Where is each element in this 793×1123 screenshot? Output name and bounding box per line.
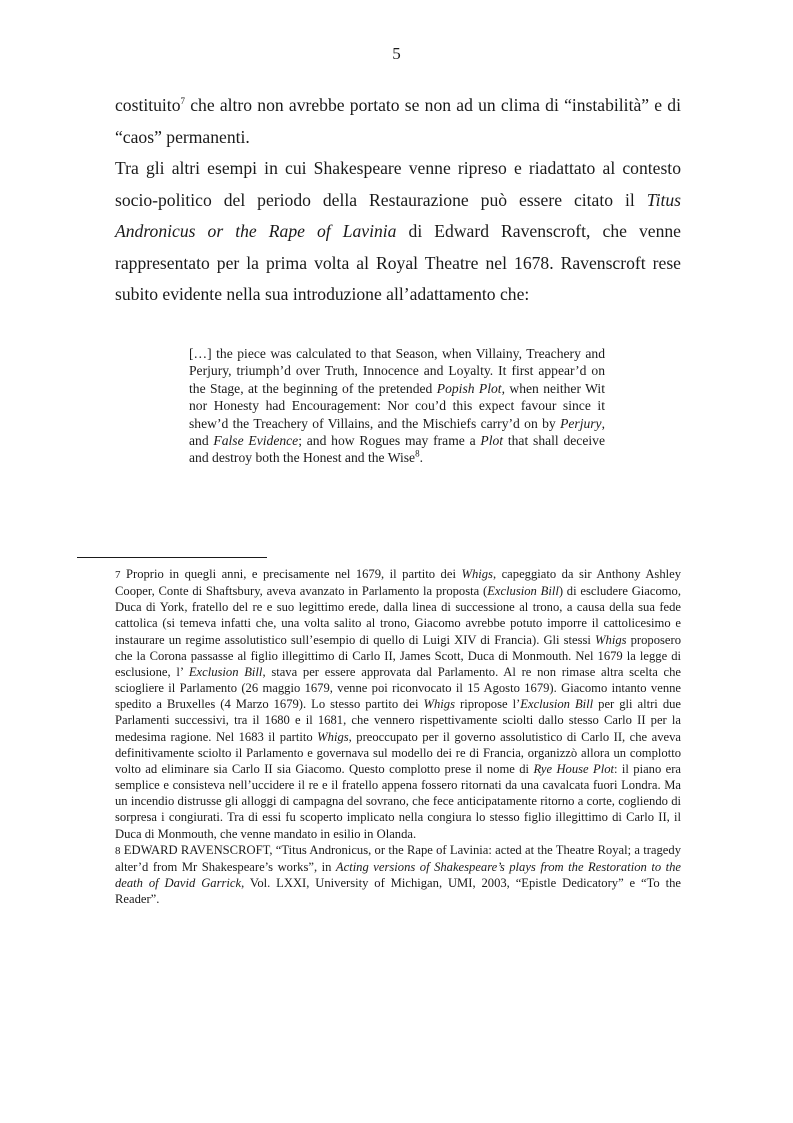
footnote-7 — [115, 566, 681, 842]
footnote-7-text: Proprio in quegli anni, e precisamente nel 1679, il partito dei — [120, 567, 462, 581]
footnote-ref-8: 8 — [415, 448, 420, 459]
footnote-7-text: proposero che la Corona passasse al figlio illegittimo di Carlo II, James Scott, Duca di Monmouth. Nel 1679 la legge di esclusione, l’ — [115, 632, 681, 679]
quote-text-3: , and — [189, 415, 605, 449]
quote-italic-perjury: Perjury — [560, 415, 602, 431]
footnote-7-text: , capeggiato da sir Anthony Ashley Cooper, Conte di Shaftsbury, aveva avanzato in Parlamento la proposta ( — [115, 567, 682, 599]
footnote-7-text: ripropose l’ — [455, 697, 521, 712]
footnote-7-text: , preoccupato per il governo assolutistico di Carlo II, che aveva definitivamente sciolto il Parlamento e governava sul modello dei re di Francia, organizzò allora un complotto volto ad eliminare sia Carlo II sia Giacomo. Questo complotto prese il nome di — [115, 729, 681, 776]
footnote-7-italic: Rye House Plot — [533, 761, 615, 776]
paragraph-1-text-cont: che altro non avrebbe portato se non ad un clima di “instabilità” e di “caos” permanenti. — [115, 95, 681, 147]
paragraph-1-text: costituito — [115, 95, 181, 115]
footnote-7-italic: Whigs — [317, 729, 349, 744]
quote-text-5: that shall deceive and destroy both the Honest and the Wise — [189, 433, 605, 466]
footnote-8-text: , Vol. LXXI, University of Michigan, UMI, 2003, “Epistle Dedicatory” e “To the Reader”. — [115, 875, 681, 907]
paragraph-2-text-cont: di Edward Ravenscroft, che venne rappresentato per la prima volta al Royal Theatre nel 1678. Ravenscroft rese subito evidente nella sua introduzione all’adattamento che: — [115, 221, 681, 304]
quote-text-6: . — [419, 450, 424, 466]
footnote-7-text: : il piano era semplice e consisteva nell’uccidere il re e il fratello appena fossero ritornati da una cavalcata fuori Londra. Ma un incendio distrusse gli alloggi di campagna del sovrano, che fece anticipatamente ritorno a corte, cogliendo di sorpresa i congiurati. Tra di essi fu scoperto implicato nella congiura lo stesso figlio illegittimo di Carlo II, il Duca di Monmouth, che venne mandato in esilio in Olanda. — [115, 761, 682, 841]
paragraph-2 — [115, 153, 681, 311]
footnote-7-italic: Exclusion Bill — [520, 697, 594, 712]
footnote-7-text: , stava per essere approvata dal Parlamento. Al re non rimase altra scelta che sciogliere il Parlamento (26 maggio 1679, venne poi riconvocato il 15 Agosto 1679). Giacomo intanto venne spedito a Bruxelles (4 Marzo 1679). Lo stesso partito dei — [115, 664, 682, 712]
footnote-7-number: 7 — [115, 569, 121, 581]
footnote-8-italic: Acting versions of Shakespeare’s plays from the Restoration to the death of David Garrick — [115, 859, 682, 890]
footnote-7-italic: Exclusion Bill — [188, 664, 263, 679]
quote-italic-plot: Plot — [480, 433, 504, 449]
footnote-7-italic: Whigs — [595, 632, 627, 647]
quote-text-1: […] the piece was calculated to that Season, when Villainy, Treachery and Perjury, triumph’d over Truth, Innocence and Loyalty. It first appear’d on the Stage, at the beginning of the pretended — [189, 346, 605, 396]
footnote-7-italic: Exclusion Bill — [487, 584, 559, 599]
page-number: 5 — [392, 44, 401, 63]
quote-text-2: , when neither Wit nor Honesty had Encouragement: Nor cou’d this expect favour since it shew’d the Treachery of Villains, and the Mischiefs carry’d on by — [189, 380, 605, 431]
play-title: Titus Andronicus or the Rape of Lavinia — [115, 189, 681, 241]
footnote-separator — [77, 557, 267, 558]
block-quote — [189, 345, 605, 467]
footnote-7-italic: Whigs — [461, 567, 493, 581]
quote-text-4: ; and how Rogues may frame a — [298, 433, 481, 449]
footnote-7-text: per gli altri due Parlamenti successivi, tra il 1680 e il 1681, che vennero rispettivamente sciolti dallo stesso Carlo II per la medesima ragione. Nel 1683 il partito — [115, 697, 681, 744]
quote-italic-popish-plot: Popish Plot — [436, 380, 502, 396]
footnotes — [115, 566, 681, 907]
paragraph-2-text: Tra gli altri esempi in cui Shakespeare venne ripreso e riadattato al contesto socio-politico del periodo della Restaurazione può essere citato il — [115, 158, 681, 210]
footnote-8-number: 8 — [115, 844, 121, 857]
quote-italic-false-evidence: False Evidence — [213, 433, 299, 449]
footnote-ref-7: 7 — [180, 96, 185, 107]
footnote-7-text: ) di escludere Giacomo, Duca di York, fratello del re e suo legittimo erede, dalla linea di successione al trono, a causa della sua fede cattolica (si temeva infatti che, una volta salito al trono, Giacomo avrebbe potuto imporre il cattolicesimo e instaurare un regime assolutistico sull’esempio di quello di Luigi XIV di Francia). Gli stessi — [115, 584, 682, 647]
footnote-7-italic: Whigs — [423, 697, 455, 712]
paragraph-1 — [115, 90, 681, 153]
footnote-8 — [115, 842, 681, 908]
body-text — [115, 90, 681, 311]
footnote-8-text: EDWARD RAVENSCROFT, “Titus Andronicus, or the Rape of Lavinia: acted at the Theatre Royal; a tragedy alter’d from Mr Shakespeare’s works”, in — [115, 842, 681, 874]
